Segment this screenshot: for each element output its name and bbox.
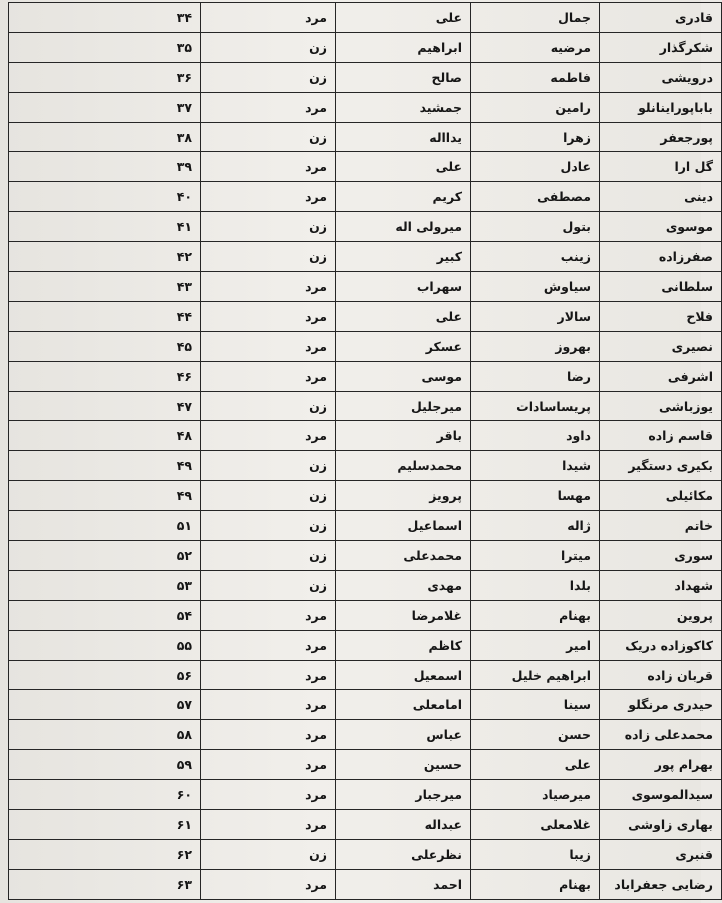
- gender-cell: مرد: [201, 720, 336, 750]
- father-name-cell: عسکر: [336, 331, 471, 361]
- last-name-cell: پروین: [600, 600, 722, 630]
- table-row: [9, 690, 722, 720]
- father-name-cell: نظرعلی: [336, 839, 471, 869]
- last-name-cell: درویشی: [600, 62, 722, 92]
- father-name-cell: محمدسلیم: [336, 451, 471, 481]
- table-row: [9, 720, 722, 750]
- table-row: [9, 242, 722, 272]
- row-number-cell: ۵۸: [9, 720, 201, 750]
- father-name-cell: امامعلی: [336, 690, 471, 720]
- row-number-cell: ۴۰: [9, 182, 201, 212]
- table-row: [9, 62, 722, 92]
- row-number-cell: ۴۳: [9, 272, 201, 302]
- gender-cell: زن: [201, 451, 336, 481]
- row-number-cell: ۶۰: [9, 780, 201, 810]
- first-name-cell: رامین: [471, 92, 600, 122]
- first-name-cell: پریساسادات: [471, 391, 600, 421]
- row-number-cell: ۶۳: [9, 869, 201, 899]
- table-row: [9, 301, 722, 331]
- father-name-cell: کریم: [336, 182, 471, 212]
- table-row: [9, 122, 722, 152]
- first-name-cell: سالار: [471, 301, 600, 331]
- gender-cell: زن: [201, 62, 336, 92]
- table-row: [9, 780, 722, 810]
- table-row: [9, 212, 722, 242]
- table-row: [9, 839, 722, 869]
- gender-cell: مرد: [201, 750, 336, 780]
- last-name-cell: حیدری مرنگلو: [600, 690, 722, 720]
- table-row: [9, 272, 722, 302]
- row-number-cell: ۴۶: [9, 361, 201, 391]
- last-name-cell: کاکوزاده دریک: [600, 630, 722, 660]
- row-number-cell: ۴۹: [9, 451, 201, 481]
- first-name-cell: زینب: [471, 242, 600, 272]
- first-name-cell: داود: [471, 421, 600, 451]
- table-row: [9, 600, 722, 630]
- last-name-cell: سیدالموسوی: [600, 780, 722, 810]
- first-name-cell: حسن: [471, 720, 600, 750]
- table-row: [9, 810, 722, 840]
- gender-cell: زن: [201, 32, 336, 62]
- row-number-cell: ۵۵: [9, 630, 201, 660]
- last-name-cell: قنبری: [600, 839, 722, 869]
- row-number-cell: ۴۹: [9, 481, 201, 511]
- gender-cell: مرد: [201, 3, 336, 33]
- first-name-cell: بتول: [471, 212, 600, 242]
- first-name-cell: رضا: [471, 361, 600, 391]
- gender-cell: مرد: [201, 331, 336, 361]
- father-name-cell: اسمعیل: [336, 660, 471, 690]
- table-row: [9, 421, 722, 451]
- father-name-cell: محمدعلی: [336, 541, 471, 571]
- first-name-cell: ژاله: [471, 511, 600, 541]
- first-name-cell: زهرا: [471, 122, 600, 152]
- first-name-cell: ابراهیم خلیل: [471, 660, 600, 690]
- last-name-cell: قادری: [600, 3, 722, 33]
- father-name-cell: موسی: [336, 361, 471, 391]
- table-row: [9, 750, 722, 780]
- last-name-cell: موسوی: [600, 212, 722, 242]
- first-name-cell: علی: [471, 750, 600, 780]
- first-name-cell: غلامعلی: [471, 810, 600, 840]
- gender-cell: زن: [201, 391, 336, 421]
- table-row: [9, 391, 722, 421]
- father-name-cell: کاظم: [336, 630, 471, 660]
- first-name-cell: بهروز: [471, 331, 600, 361]
- roster-table: [8, 2, 722, 900]
- gender-cell: زن: [201, 242, 336, 272]
- row-number-cell: ۳۴: [9, 3, 201, 33]
- first-name-cell: زیبا: [471, 839, 600, 869]
- first-name-cell: مهسا: [471, 481, 600, 511]
- table-row: [9, 541, 722, 571]
- last-name-cell: شهداد: [600, 570, 722, 600]
- father-name-cell: احمد: [336, 869, 471, 899]
- row-number-cell: ۳۷: [9, 92, 201, 122]
- father-name-cell: میرجبار: [336, 780, 471, 810]
- last-name-cell: صفرزاده: [600, 242, 722, 272]
- last-name-cell: قربان زاده: [600, 660, 722, 690]
- row-number-cell: ۵۷: [9, 690, 201, 720]
- gender-cell: مرد: [201, 421, 336, 451]
- father-name-cell: کبیر: [336, 242, 471, 272]
- father-name-cell: علی: [336, 3, 471, 33]
- row-number-cell: ۶۲: [9, 839, 201, 869]
- gender-cell: زن: [201, 212, 336, 242]
- first-name-cell: جمال: [471, 3, 600, 33]
- table-row: [9, 660, 722, 690]
- last-name-cell: سلطانی: [600, 272, 722, 302]
- father-name-cell: مهدی: [336, 570, 471, 600]
- gender-cell: زن: [201, 122, 336, 152]
- last-name-cell: بهاری زاوشی: [600, 810, 722, 840]
- row-number-cell: ۵۶: [9, 660, 201, 690]
- first-name-cell: شیدا: [471, 451, 600, 481]
- last-name-cell: رضایی جعفراباد: [600, 869, 722, 899]
- gender-cell: زن: [201, 839, 336, 869]
- gender-cell: مرد: [201, 92, 336, 122]
- gender-cell: زن: [201, 541, 336, 571]
- gender-cell: مرد: [201, 272, 336, 302]
- first-name-cell: میرصیاد: [471, 780, 600, 810]
- row-number-cell: ۳۶: [9, 62, 201, 92]
- table-row: [9, 182, 722, 212]
- father-name-cell: اسماعیل: [336, 511, 471, 541]
- father-name-cell: عبداله: [336, 810, 471, 840]
- gender-cell: زن: [201, 481, 336, 511]
- last-name-cell: یوزباشی: [600, 391, 722, 421]
- last-name-cell: پورجعفر: [600, 122, 722, 152]
- gender-cell: زن: [201, 511, 336, 541]
- first-name-cell: بهنام: [471, 600, 600, 630]
- gender-cell: مرد: [201, 780, 336, 810]
- gender-cell: مرد: [201, 600, 336, 630]
- father-name-cell: جمشید: [336, 92, 471, 122]
- row-number-cell: ۵۴: [9, 600, 201, 630]
- row-number-cell: ۴۱: [9, 212, 201, 242]
- first-name-cell: سیاوش: [471, 272, 600, 302]
- last-name-cell: خاتم: [600, 511, 722, 541]
- first-name-cell: سینا: [471, 690, 600, 720]
- table-row: [9, 451, 722, 481]
- father-name-cell: ابراهیم: [336, 32, 471, 62]
- first-name-cell: بلدا: [471, 570, 600, 600]
- gender-cell: مرد: [201, 301, 336, 331]
- table-row: [9, 3, 722, 33]
- row-number-cell: ۴۷: [9, 391, 201, 421]
- row-number-cell: ۴۲: [9, 242, 201, 272]
- gender-cell: مرد: [201, 660, 336, 690]
- father-name-cell: صالح: [336, 62, 471, 92]
- table-row: [9, 331, 722, 361]
- father-name-cell: یدااله: [336, 122, 471, 152]
- last-name-cell: اشرفی: [600, 361, 722, 391]
- gender-cell: مرد: [201, 361, 336, 391]
- row-number-cell: ۴۵: [9, 331, 201, 361]
- row-number-cell: ۵۱: [9, 511, 201, 541]
- table-row: [9, 32, 722, 62]
- table-row: [9, 511, 722, 541]
- gender-cell: مرد: [201, 690, 336, 720]
- last-name-cell: بهرام پور: [600, 750, 722, 780]
- last-name-cell: مکائیلی: [600, 481, 722, 511]
- table-row: [9, 570, 722, 600]
- row-number-cell: ۳۹: [9, 152, 201, 182]
- father-name-cell: سهراب: [336, 272, 471, 302]
- last-name-cell: گل ارا: [600, 152, 722, 182]
- father-name-cell: میرجلیل: [336, 391, 471, 421]
- gender-cell: مرد: [201, 810, 336, 840]
- gender-cell: زن: [201, 570, 336, 600]
- father-name-cell: غلامرضا: [336, 600, 471, 630]
- row-number-cell: ۴۸: [9, 421, 201, 451]
- father-name-cell: عباس: [336, 720, 471, 750]
- row-number-cell: ۴۴: [9, 301, 201, 331]
- row-number-cell: ۳۵: [9, 32, 201, 62]
- table-row: [9, 361, 722, 391]
- table-row: [9, 481, 722, 511]
- table-row: [9, 92, 722, 122]
- father-name-cell: باقر: [336, 421, 471, 451]
- last-name-cell: قاسم زاده: [600, 421, 722, 451]
- last-name-cell: بکیری دستگیر: [600, 451, 722, 481]
- last-name-cell: محمدعلی زاده: [600, 720, 722, 750]
- row-number-cell: ۵۹: [9, 750, 201, 780]
- father-name-cell: حسین: [336, 750, 471, 780]
- table-row: [9, 152, 722, 182]
- first-name-cell: عادل: [471, 152, 600, 182]
- first-name-cell: فاطمه: [471, 62, 600, 92]
- roster-table-body: [9, 3, 722, 900]
- father-name-cell: علی: [336, 301, 471, 331]
- last-name-cell: فلاح: [600, 301, 722, 331]
- last-name-cell: سوری: [600, 541, 722, 571]
- first-name-cell: مرضیه: [471, 32, 600, 62]
- table-row: [9, 630, 722, 660]
- father-name-cell: پرویز: [336, 481, 471, 511]
- father-name-cell: میرولی اله: [336, 212, 471, 242]
- first-name-cell: امیر: [471, 630, 600, 660]
- last-name-cell: نصیری: [600, 331, 722, 361]
- last-name-cell: باباپوراینانلو: [600, 92, 722, 122]
- gender-cell: مرد: [201, 869, 336, 899]
- gender-cell: مرد: [201, 152, 336, 182]
- first-name-cell: بهنام: [471, 869, 600, 899]
- row-number-cell: ۵۳: [9, 570, 201, 600]
- father-name-cell: علی: [336, 152, 471, 182]
- last-name-cell: شکرگذار: [600, 32, 722, 62]
- gender-cell: مرد: [201, 630, 336, 660]
- row-number-cell: ۶۱: [9, 810, 201, 840]
- gender-cell: مرد: [201, 182, 336, 212]
- table-row: [9, 869, 722, 899]
- first-name-cell: میترا: [471, 541, 600, 571]
- row-number-cell: ۵۲: [9, 541, 201, 571]
- first-name-cell: مصطفی: [471, 182, 600, 212]
- last-name-cell: دینی: [600, 182, 722, 212]
- row-number-cell: ۳۸: [9, 122, 201, 152]
